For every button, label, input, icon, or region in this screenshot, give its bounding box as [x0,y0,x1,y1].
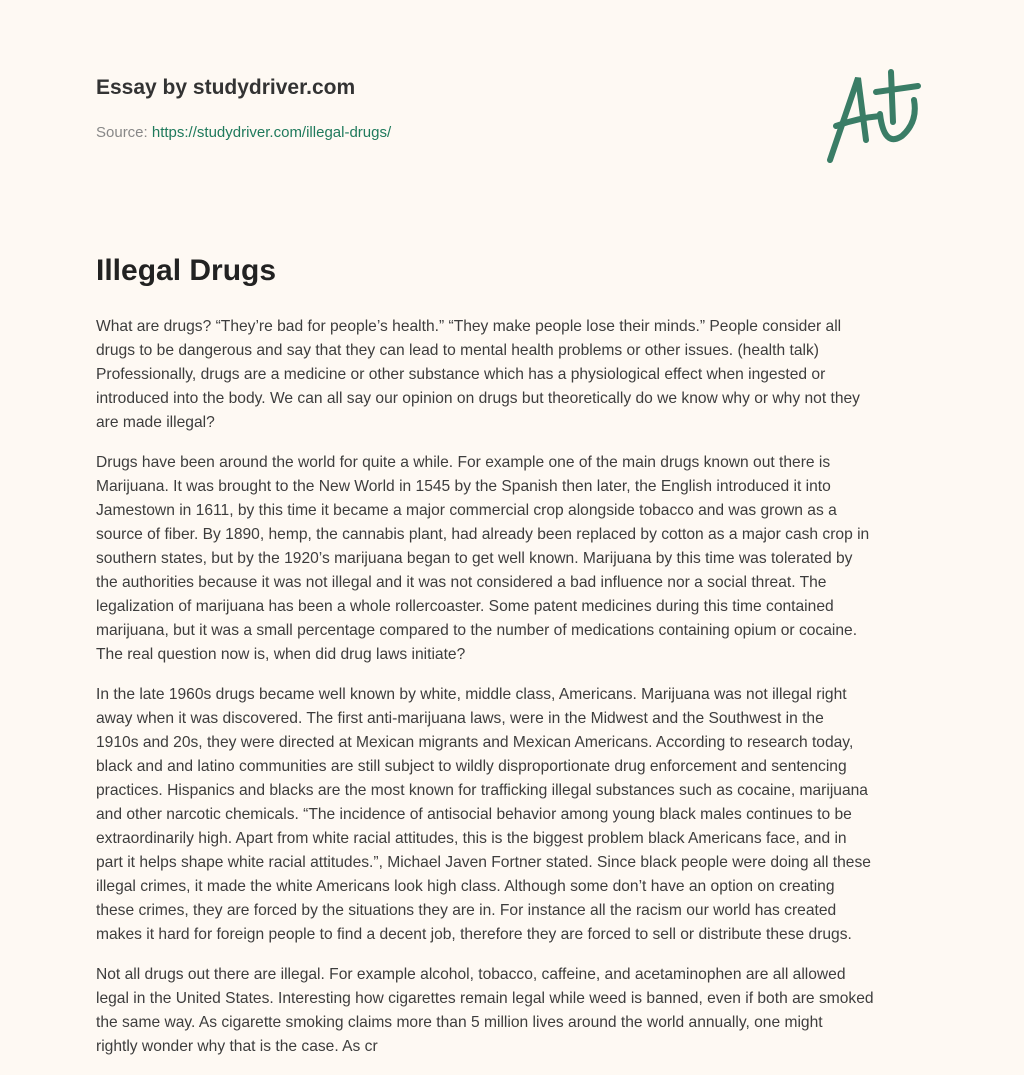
essay-paragraph [96,451,936,667]
paragraph-line: legalization of marijuana has been a whole rollercoaster. Some patent medicines during this time contained [96,598,834,615]
paragraph-line: black and and latino communities are still subject to wildly disproportionate drug enforcement and sentencing [96,758,847,775]
a-plus-logo-icon [818,66,928,166]
paragraph-line: rightly wonder why that is the case. As cr [96,1038,378,1055]
essay-paragraph [96,315,936,435]
paragraph-line: makes it hard for foreign people to find a decent job, therefore they are forced to sell or distribute these drugs. [96,926,852,943]
paragraph-line: the authorities because it was not illegal and it was not considered a bad influence nor a social threat. The [96,574,827,591]
paragraph-line: extraordinarily high. Apart from white racial attitudes, this is the biggest problem black Americans face, and in [96,830,847,847]
paragraph-line: Not all drugs out there are illegal. For example alcohol, tobacco, caffeine, and acetaminophen are all allowed [96,966,846,983]
paragraph-line: away when it was discovered. The first anti-marijuana laws, were in the Midwest and the Southwest in the [96,710,824,727]
site-title: Essay by studydriver.com [96,76,356,99]
paragraph-line: introduced into the body. We can all say our opinion on drugs but theoretically do we know why or why not they [96,390,860,407]
source-link[interactable]: https://studydriver.com/illegal-drugs/ [151,124,392,141]
paragraph-line: these crimes, they are forced by the situations they are in. For instance all the racism our world has created [96,902,837,919]
paragraph-line: 1910s and 20s, they were directed at Mexican migrants and Mexican Americans. According to research today, [96,734,854,751]
essay-paragraph [96,683,936,947]
paragraph-line: What are drugs? “They’re bad for people’s health.” “They make people lose their minds.” People consider all [96,318,842,335]
essay-paragraph [96,963,936,1059]
paragraph-line: marijuana, but it was a small percentage compared to the number of medications containing opium or cocaine. [96,622,858,639]
paragraph-line: practices. Hispanics and blacks are the most known for trafficking illegal substances such as cocaine, marijuana [96,782,868,799]
paragraph-line: and other narcotic chemicals. “The incidence of antisocial behavior among young black males continues to be [96,806,852,823]
source-line [96,124,391,141]
paragraph-line: southern states, but by the 1920’s marijuana began to get well known. Marijuana by this time was tolerated by [96,550,853,567]
source-label: Source: [96,124,148,141]
paragraph-line: legal in the United States. Interesting how cigarettes remain legal while weed is banned, even if both are smoked [96,990,874,1007]
paragraph-line: source of fiber. By 1890, hemp, the cannabis plant, had already been replaced by cotton as a major cash crop in [96,526,870,543]
paragraph-line: are made illegal? [96,414,215,431]
paragraph-line: Jamestown in 1611, by this time it became a major commercial crop alongside tobacco and was grown as a [96,502,837,519]
paragraph-line: The real question now is, when did drug laws initiate? [96,646,466,663]
paragraph-line: Marijuana. It was brought to the New World in 1545 by the Spanish then later, the English introduced it into [96,478,831,495]
paragraph-line: Professionally, drugs are a medicine or other substance which has a physiological effect when ingested or [96,366,826,383]
essay-body [96,315,936,1075]
paragraph-line: Drugs have been around the world for quite a while. For example one of the main drugs known out there is [96,454,831,471]
paragraph-line: part it helps shape white racial attitudes.”, Michael Javen Fortner stated. Since black people were doing all these [96,854,871,871]
paragraph-line: In the late 1960s drugs became well known by white, middle class, Americans. Marijuana was not illegal right [96,686,847,703]
paragraph-line: illegal crimes, it made the white Americans look high class. Although some don’t have an option on creating [96,878,835,895]
paragraph-line: drugs to be dangerous and say that they can lead to mental health problems or other issues. (health talk) [96,342,819,359]
essay-title: Illegal Drugs [96,254,277,287]
paragraph-line: the same way. As cigarette smoking claims more than 5 million lives around the world annually, one might [96,1014,823,1031]
